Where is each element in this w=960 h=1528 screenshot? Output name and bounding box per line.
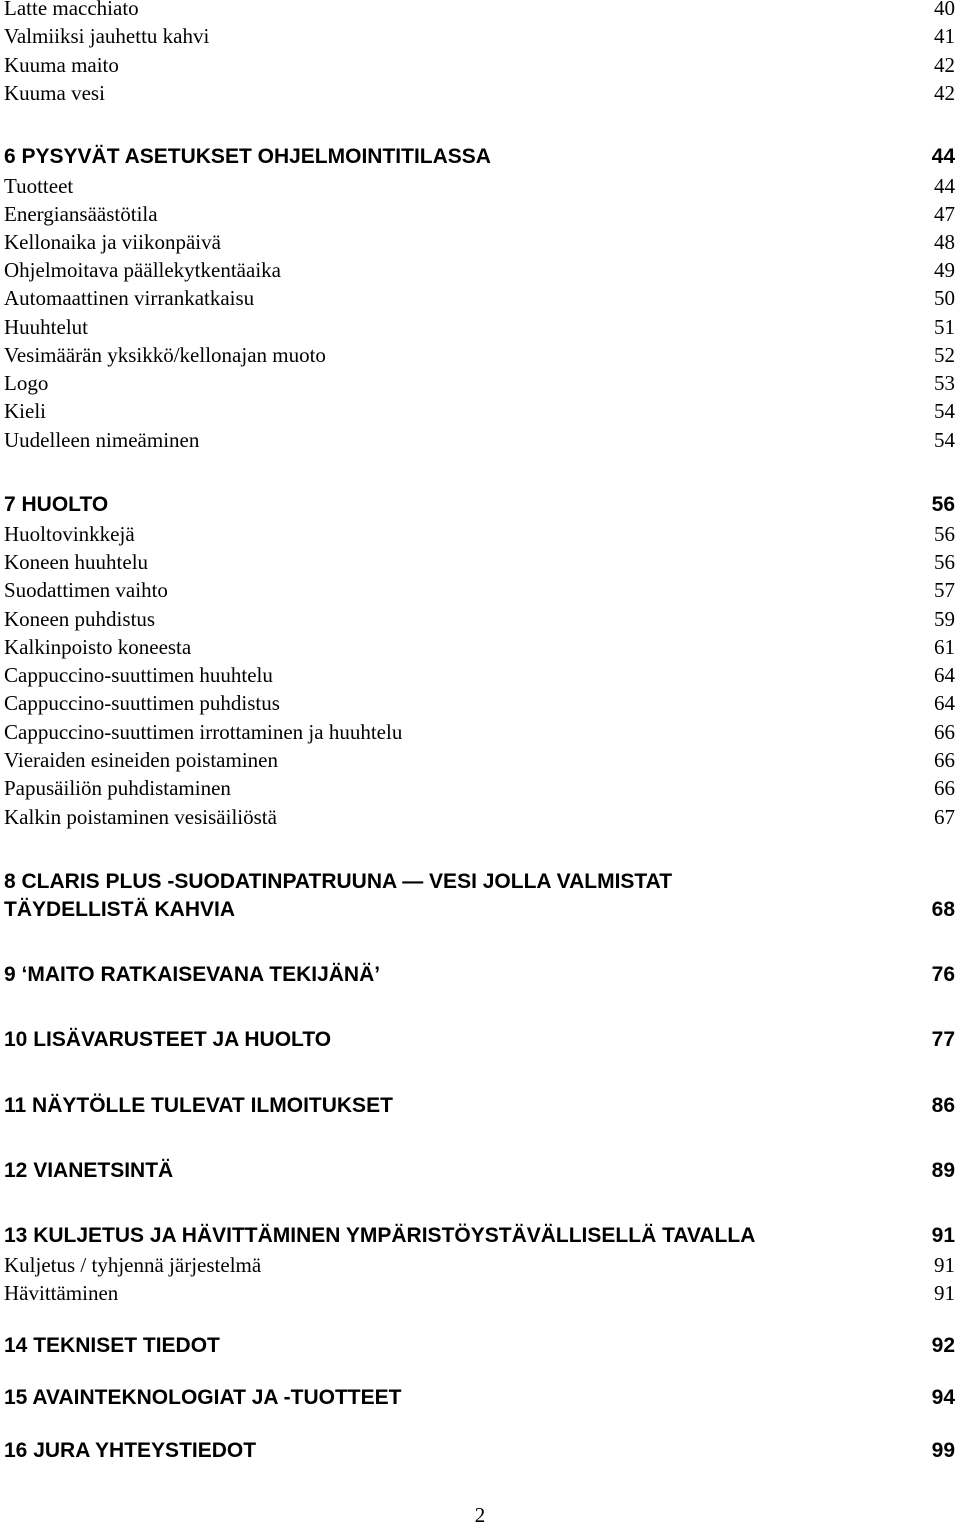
toc-entry-page: 54 xyxy=(934,399,955,423)
toc-entry[interactable] xyxy=(4,691,955,717)
page-number: 2 xyxy=(474,1503,486,1527)
toc-entry[interactable] xyxy=(4,174,955,200)
toc-entry[interactable] xyxy=(4,343,955,369)
toc-entry-title: 11 NÄYTÖLLE TULEVAT ILMOITUKSET xyxy=(4,1094,393,1117)
toc-entry-title: TÄYDELLISTÄ KAHVIA xyxy=(4,898,235,921)
toc-entry[interactable] xyxy=(4,315,955,341)
toc-entry-title: Cappuccino-suuttimen irrottaminen ja huuhtelu xyxy=(4,720,403,744)
toc-entry[interactable] xyxy=(4,578,955,604)
toc-heading[interactable] xyxy=(4,1224,955,1250)
toc-entry-page: 67 xyxy=(934,805,955,829)
toc-heading-8-line1: 8 CLARIS PLUS -SUODATINPATRUUNA — VESI JOLLA VALMISTAT xyxy=(4,870,673,893)
toc-entry-page: 49 xyxy=(934,258,955,282)
toc-entry[interactable] xyxy=(4,428,955,454)
toc-entry-title: 10 LISÄVARUSTEET JA HUOLTO xyxy=(4,1028,332,1051)
toc-entry[interactable] xyxy=(4,1253,955,1279)
toc-entry-title: 13 KULJETUS JA HÄVITTÄMINEN YMPÄRISTÖYSTÄVÄLLISELLÄ TAVALLA xyxy=(4,1224,756,1247)
toc-entry-page: 42 xyxy=(934,81,955,105)
toc-entry-page: 59 xyxy=(934,607,955,631)
toc-entry-title: Koneen puhdistus xyxy=(4,607,156,631)
toc-entry-page: 94 xyxy=(931,1386,955,1409)
toc-heading[interactable] xyxy=(4,898,955,924)
toc-entry-page: 40 xyxy=(934,0,955,20)
toc-entry-title: Papusäiliön puhdistaminen xyxy=(4,776,231,800)
toc-entry-page: 44 xyxy=(934,174,955,198)
toc-entry-page: 61 xyxy=(934,635,955,659)
toc-entry-page: 57 xyxy=(934,578,955,602)
toc-entry[interactable] xyxy=(4,522,955,548)
toc-entry-page: 91 xyxy=(934,1281,955,1305)
toc-entry-page: 53 xyxy=(934,371,955,395)
toc-entry-title: Kuuma vesi xyxy=(4,81,105,105)
toc-entry-title: Automaattinen virrankatkaisu xyxy=(4,286,255,310)
toc-entry-page: 92 xyxy=(931,1334,955,1357)
toc-entry-title: Hävittäminen xyxy=(4,1281,119,1305)
toc-entry-title: 15 AVAINTEKNOLOGIAT JA -TUOTTEET xyxy=(4,1386,402,1409)
toc-entry[interactable] xyxy=(4,258,955,284)
toc-entry-page: 56 xyxy=(934,522,955,546)
toc-heading[interactable] xyxy=(4,1159,955,1185)
toc-heading[interactable] xyxy=(4,1439,955,1465)
toc-entry-title: 12 VIANETSINTÄ xyxy=(4,1159,174,1182)
toc-entry[interactable] xyxy=(4,399,955,425)
toc-heading[interactable] xyxy=(4,493,955,519)
toc-entry-title: Kuuma maito xyxy=(4,53,119,77)
toc-entry-page: 66 xyxy=(934,776,955,800)
toc-entry-title: Huuhtelut xyxy=(4,315,88,339)
toc-entry-page: 86 xyxy=(931,1094,955,1117)
toc-entry-page: 44 xyxy=(931,145,955,168)
toc-entry-title: Uudelleen nimeäminen xyxy=(4,428,200,452)
toc-entry[interactable] xyxy=(4,663,955,689)
toc-entry-title: 7 HUOLTO xyxy=(4,493,109,516)
toc-entry-title: 9 ‘MAITO RATKAISEVANA TEKIJÄNÄ’ xyxy=(4,963,381,986)
toc-heading[interactable] xyxy=(4,1028,955,1054)
toc-entry-title: Tuotteet xyxy=(4,174,74,198)
toc-entry[interactable] xyxy=(4,53,955,79)
toc-entry-title: Ohjelmoitava päällekytkentäaika xyxy=(4,258,281,282)
toc-heading[interactable] xyxy=(4,145,955,171)
toc-entry[interactable] xyxy=(4,607,955,633)
toc-entry-page: 76 xyxy=(931,963,955,986)
toc-heading[interactable] xyxy=(4,1386,955,1412)
toc-entry-title: Vesimäärän yksikkö/kellonajan muoto xyxy=(4,343,326,367)
toc-entry-title: Kieli xyxy=(4,399,46,423)
toc-entry-page: 66 xyxy=(934,720,955,744)
toc-entry-page: 66 xyxy=(934,748,955,772)
toc-entry-page: 68 xyxy=(931,898,955,921)
toc-entry-title: Huoltovinkkejä xyxy=(4,522,135,546)
toc-entry-page: 91 xyxy=(934,1253,955,1277)
toc-entry-title: 6 PYSYVÄT ASETUKSET OHJELMOINTITILASSA xyxy=(4,145,491,168)
toc-entry-page: 41 xyxy=(934,24,955,48)
toc-entry-title: Valmiiksi jauhettu kahvi xyxy=(4,24,210,48)
toc-entry-title: Logo xyxy=(4,371,49,395)
toc-entry-page: 56 xyxy=(934,550,955,574)
toc-entry-title: 16 JURA YHTEYSTIEDOT xyxy=(4,1439,257,1462)
toc-entry-page: 48 xyxy=(934,230,955,254)
toc-entry-title: Koneen huuhtelu xyxy=(4,550,149,574)
toc-entry-page: 51 xyxy=(934,315,955,339)
toc-entry-page: 64 xyxy=(934,663,955,687)
toc-entry-page: 54 xyxy=(934,428,955,452)
toc-entry[interactable] xyxy=(4,550,955,576)
toc-heading[interactable] xyxy=(4,1334,955,1360)
toc-entry[interactable] xyxy=(4,286,955,312)
toc-entry-page: 99 xyxy=(931,1439,955,1462)
toc-entry-page: 77 xyxy=(931,1028,955,1051)
toc-entry-title: 14 TEKNISET TIEDOT xyxy=(4,1334,220,1357)
toc-entry-page: 42 xyxy=(934,53,955,77)
toc-entry[interactable] xyxy=(4,1281,955,1307)
toc-entry-title: Latte macchiato xyxy=(4,0,139,20)
toc-entry-title: Kuljetus / tyhjennä järjestelmä xyxy=(4,1253,262,1277)
toc-entry-title: Vieraiden esineiden poistaminen xyxy=(4,748,278,772)
toc-entry-title: Cappuccino-suuttimen huuhtelu xyxy=(4,663,273,687)
toc-entry[interactable] xyxy=(4,202,955,228)
toc-entry[interactable] xyxy=(4,24,955,50)
toc-entry[interactable] xyxy=(4,748,955,774)
toc-entry-page: 91 xyxy=(931,1224,955,1247)
toc-entry-title: Suodattimen vaihto xyxy=(4,578,168,602)
toc-entry[interactable] xyxy=(4,0,955,22)
toc-entry-page: 50 xyxy=(934,286,955,310)
toc-entry-title: Kellonaika ja viikonpäivä xyxy=(4,230,221,254)
toc-entry[interactable] xyxy=(4,720,955,746)
toc-entry[interactable] xyxy=(4,805,955,831)
toc-entry-title: Cappuccino-suuttimen puhdistus xyxy=(4,691,280,715)
toc-heading[interactable] xyxy=(4,963,955,989)
toc-entry-page: 64 xyxy=(934,691,955,715)
toc-entry-page: 89 xyxy=(931,1159,955,1182)
toc-entry-title: Energiansäästötila xyxy=(4,202,158,226)
toc-entry[interactable] xyxy=(4,371,955,397)
toc-entry-title: Kalkin poistaminen vesisäiliöstä xyxy=(4,805,277,829)
toc-entry-title: Kalkinpoisto koneesta xyxy=(4,635,192,659)
toc-entry[interactable] xyxy=(4,635,955,661)
toc-heading[interactable] xyxy=(4,1094,955,1120)
toc-entry-page: 56 xyxy=(931,493,955,516)
toc-entry[interactable] xyxy=(4,81,955,107)
toc-entry[interactable] xyxy=(4,776,955,802)
toc-entry-page: 52 xyxy=(934,343,955,367)
toc-entry[interactable] xyxy=(4,230,955,256)
toc-entry-page: 47 xyxy=(934,202,955,226)
